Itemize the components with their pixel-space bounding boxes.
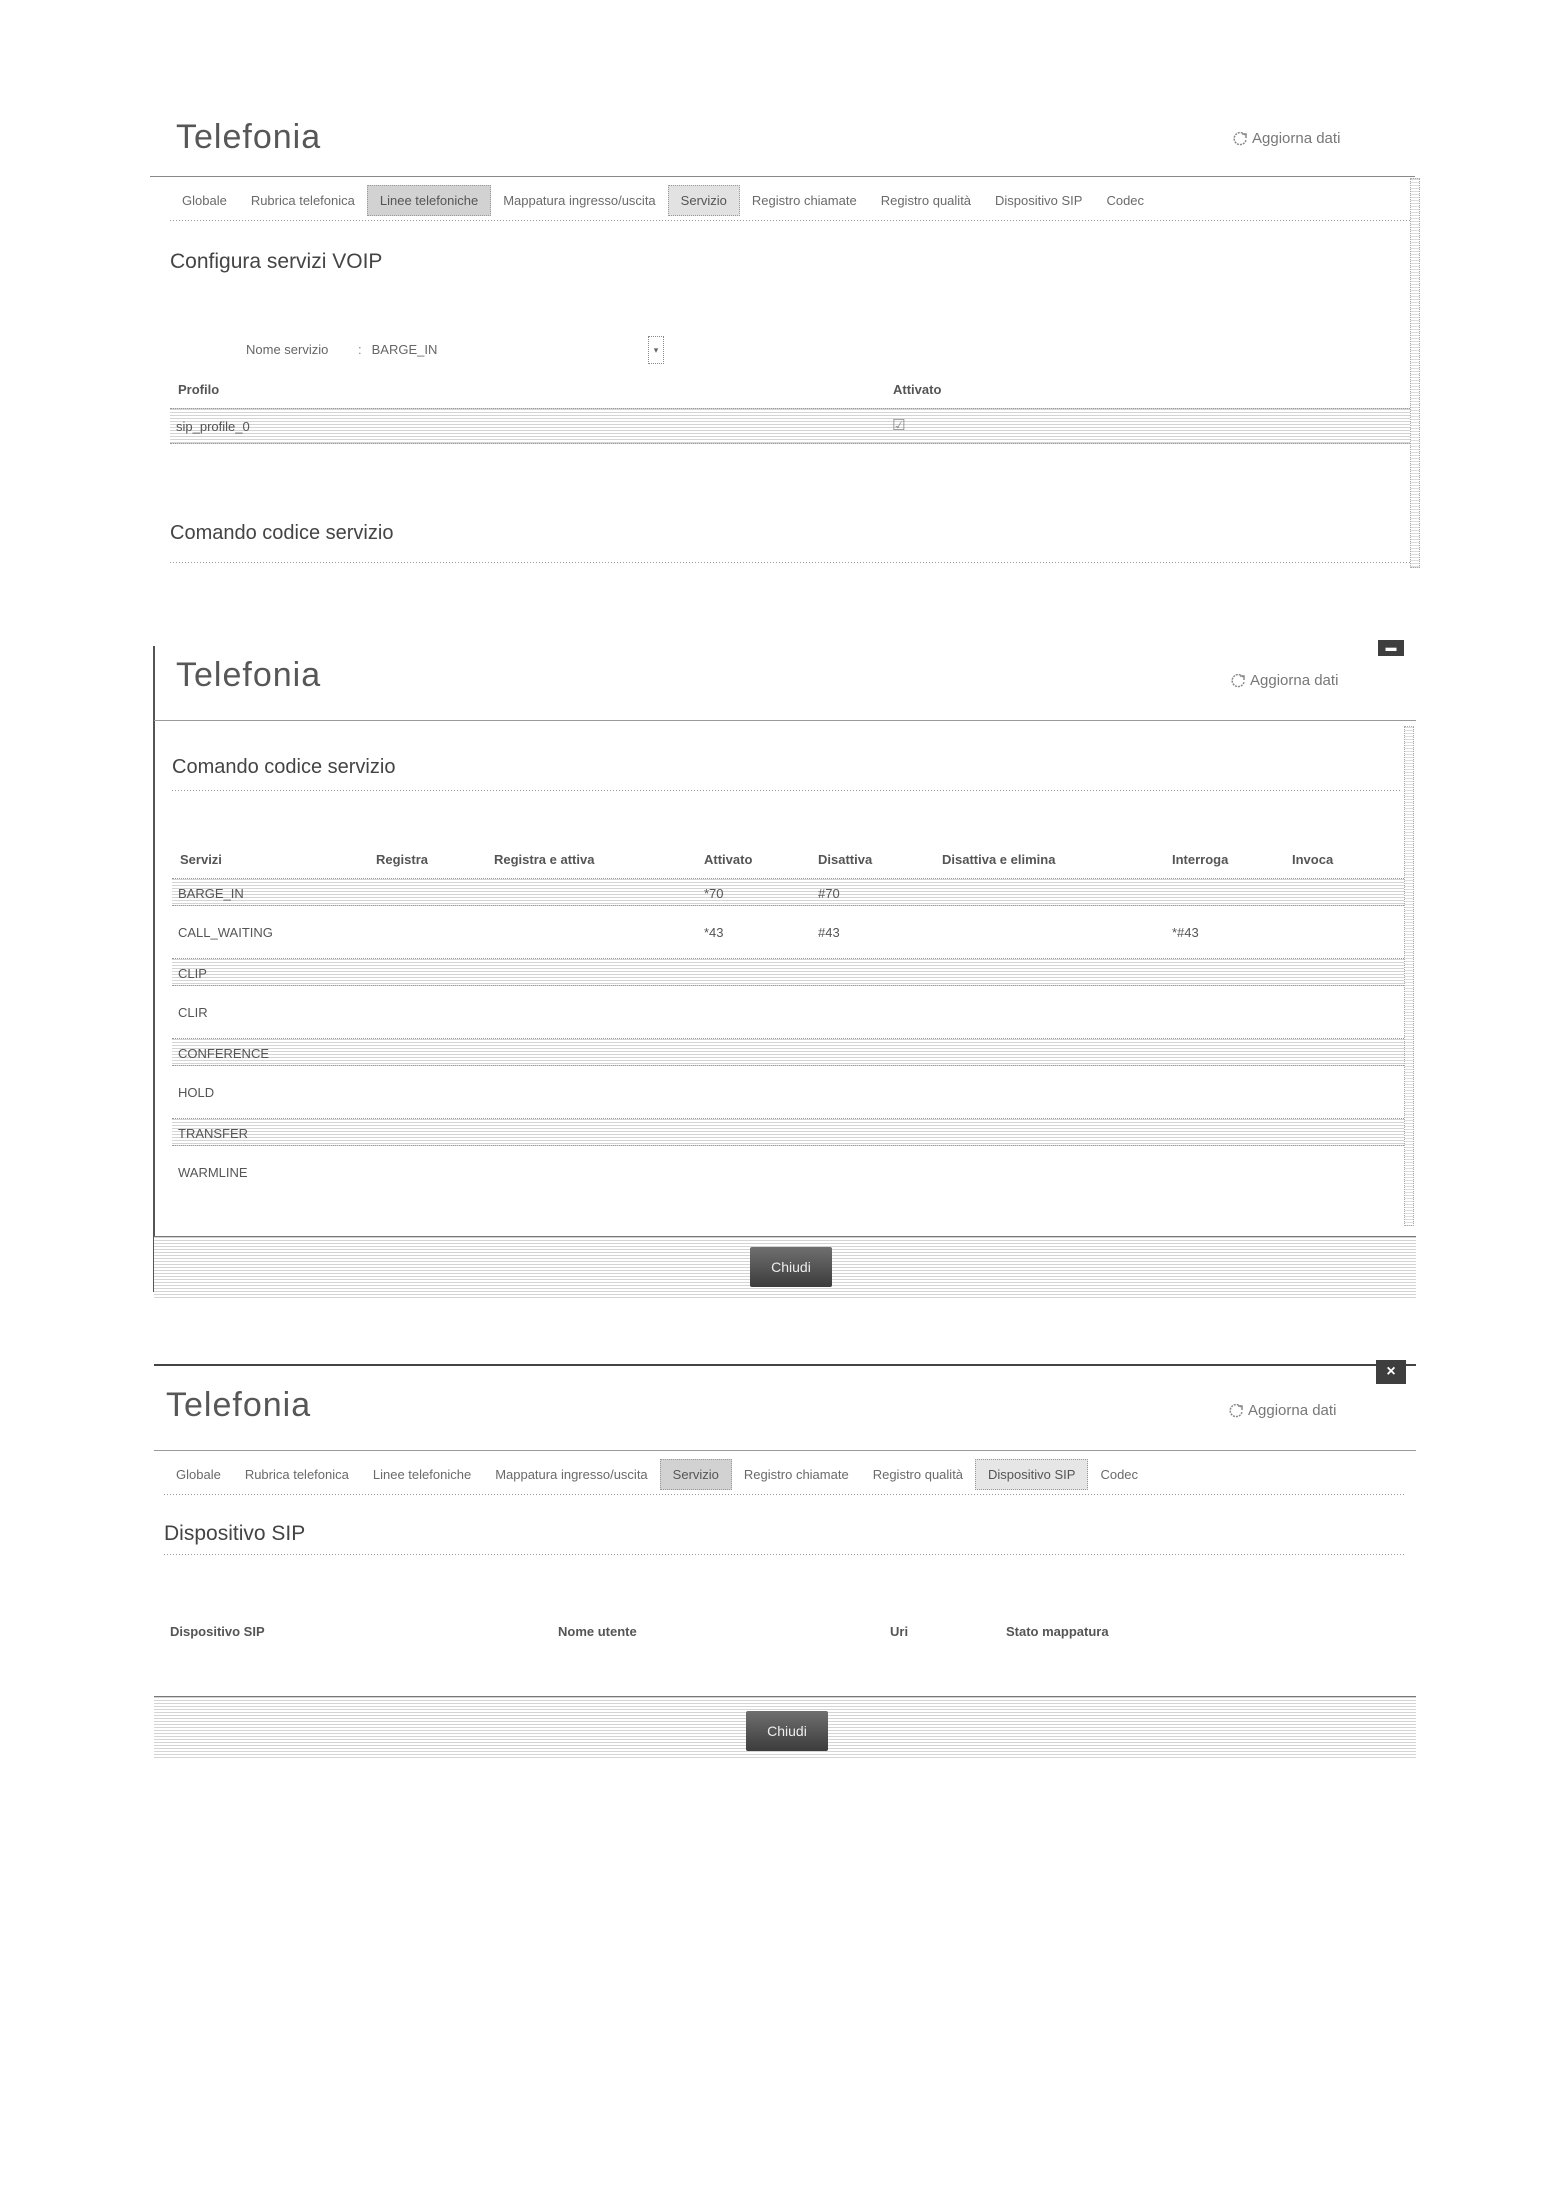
- service-name-select[interactable]: : BARGE_IN: [358, 342, 438, 357]
- service-name: BARGE_IN: [178, 886, 244, 901]
- tab-registro-qualita[interactable]: Registro qualità: [872, 1466, 964, 1482]
- table-row: [172, 1078, 1406, 1106]
- footer-bar: [154, 1696, 1416, 1758]
- panel-comando-codice: [150, 640, 1420, 1300]
- section-divider: [164, 1554, 1404, 1555]
- services-table: [172, 878, 1406, 1198]
- refresh-button[interactable]: [1230, 672, 1338, 689]
- bottom-divider: [170, 562, 1410, 563]
- tab-codec[interactable]: Codec: [1100, 1466, 1139, 1482]
- col-invoca: Invoca: [1292, 852, 1334, 867]
- panel-dispositivo-sip: [150, 1360, 1420, 1760]
- header-divider: [150, 176, 1415, 177]
- service-name-value: BARGE_IN: [371, 342, 438, 357]
- refresh-label: Aggiorna dati: [1250, 672, 1339, 689]
- refresh-icon: [1228, 1403, 1244, 1419]
- profile-cell: sip_profile_0: [176, 419, 250, 434]
- col-profile: Profilo: [178, 382, 220, 397]
- close-icon[interactable]: ×: [1376, 1360, 1406, 1384]
- service-dropdown-icon[interactable]: ▾: [648, 336, 664, 364]
- header-divider: [154, 1450, 1416, 1451]
- header-divider: [154, 720, 1416, 721]
- tab-registro-chiamate[interactable]: Registro chiamate: [743, 1466, 849, 1482]
- tab-linee[interactable]: Linee telefoniche: [372, 1466, 472, 1482]
- tab-dispositivo-sip[interactable]: Dispositivo SIP: [975, 1459, 1088, 1490]
- tab-mappatura[interactable]: Mappatura ingresso/uscita: [495, 1466, 648, 1482]
- tab-globale[interactable]: Globale: [176, 1466, 221, 1482]
- service-name: CLIR: [178, 1005, 208, 1020]
- scrollbar[interactable]: [1404, 726, 1414, 1226]
- refresh-label: Aggiorna dati: [1252, 130, 1341, 147]
- tab-mappatura[interactable]: Mappatura ingresso/uscita: [503, 192, 656, 208]
- code-disattiva: #43: [818, 925, 840, 940]
- tab-registro-chiamate[interactable]: Registro chiamate: [751, 192, 857, 208]
- close-button[interactable]: Chiudi: [750, 1247, 832, 1287]
- refresh-button[interactable]: [1228, 1402, 1336, 1419]
- close-icon[interactable]: ▬: [1378, 640, 1404, 656]
- service-name: CLIP: [178, 966, 207, 981]
- col-servizi: Servizi: [180, 852, 222, 867]
- activated-checkbox[interactable]: ☑: [892, 417, 906, 434]
- table-row: [172, 1158, 1406, 1186]
- section-title: Dispositivo SIP: [164, 1522, 306, 1545]
- col-uri: Uri: [890, 1624, 909, 1639]
- refresh-label: Aggiorna dati: [1248, 1402, 1337, 1419]
- tab-bar: [164, 1456, 1150, 1492]
- tab-servizio[interactable]: Servizio: [660, 1459, 732, 1490]
- code-disattiva: #70: [818, 886, 840, 901]
- left-border: [153, 646, 155, 1292]
- section-title: Comando codice servizio: [172, 756, 396, 778]
- bottom-section-title: Comando codice servizio: [170, 522, 394, 544]
- service-name: WARMLINE: [178, 1165, 248, 1180]
- col-attivato: Attivato: [704, 852, 753, 867]
- tab-rubrica[interactable]: Rubrica telefonica: [244, 1466, 349, 1482]
- table-row: [172, 1038, 1406, 1066]
- tab-divider: [164, 1494, 1404, 1495]
- refresh-button[interactable]: [1232, 130, 1340, 147]
- service-name: HOLD: [178, 1085, 215, 1100]
- table-row: [172, 958, 1406, 986]
- scrollbar[interactable]: [1410, 178, 1420, 568]
- service-name: CALL_WAITING: [178, 925, 273, 940]
- table-row: [170, 408, 1410, 444]
- table-row: [172, 1118, 1406, 1146]
- col-registra: Registra: [376, 852, 429, 867]
- page-title: Telefonia: [176, 656, 322, 694]
- tab-rubrica[interactable]: Rubrica telefonica: [250, 192, 355, 208]
- col-interroga: Interroga: [1172, 852, 1229, 867]
- refresh-icon: [1230, 673, 1246, 689]
- page-title: Telefonia: [166, 1386, 312, 1424]
- table-row: [172, 918, 1406, 946]
- table-row: [172, 878, 1406, 906]
- col-registra-attiva: Registra e attiva: [494, 852, 595, 867]
- service-name: CONFERENCE: [178, 1046, 270, 1061]
- section-title: Configura servizi VOIP: [170, 250, 383, 273]
- tab-registro-qualita[interactable]: Registro qualità: [880, 192, 972, 208]
- page-title: Telefonia: [176, 118, 322, 156]
- col-disattiva: Disattiva: [818, 852, 873, 867]
- code-attivato: *70: [704, 886, 724, 901]
- tab-servizio[interactable]: Servizio: [668, 185, 740, 216]
- tab-linee[interactable]: Linee telefoniche: [367, 185, 491, 216]
- tab-dispositivo-sip[interactable]: Dispositivo SIP: [995, 192, 1083, 208]
- code-interroga: *#43: [1172, 925, 1199, 940]
- tab-divider: [170, 220, 1410, 221]
- col-dispositivo-sip: Dispositivo SIP: [170, 1624, 265, 1639]
- footer-bar: [154, 1236, 1416, 1298]
- tab-globale[interactable]: Globale: [182, 192, 227, 208]
- service-name-label: Nome servizio: [246, 342, 329, 357]
- refresh-icon: [1232, 131, 1248, 147]
- table-row: [172, 998, 1406, 1026]
- code-attivato: *43: [704, 925, 724, 940]
- service-name: TRANSFER: [178, 1126, 249, 1141]
- top-border: [154, 1364, 1416, 1366]
- panel-configura-servizi: [150, 110, 1420, 570]
- tab-codec[interactable]: Codec: [1106, 192, 1145, 208]
- col-nome-utente: Nome utente: [558, 1624, 637, 1639]
- col-disattiva-elimina: Disattiva e elimina: [942, 852, 1056, 867]
- col-activated: Attivato: [893, 382, 942, 397]
- tab-bar: [170, 182, 1156, 218]
- section-divider: [172, 790, 1402, 791]
- close-button[interactable]: Chiudi: [746, 1711, 828, 1751]
- col-stato-mappatura: Stato mappatura: [1006, 1624, 1109, 1639]
